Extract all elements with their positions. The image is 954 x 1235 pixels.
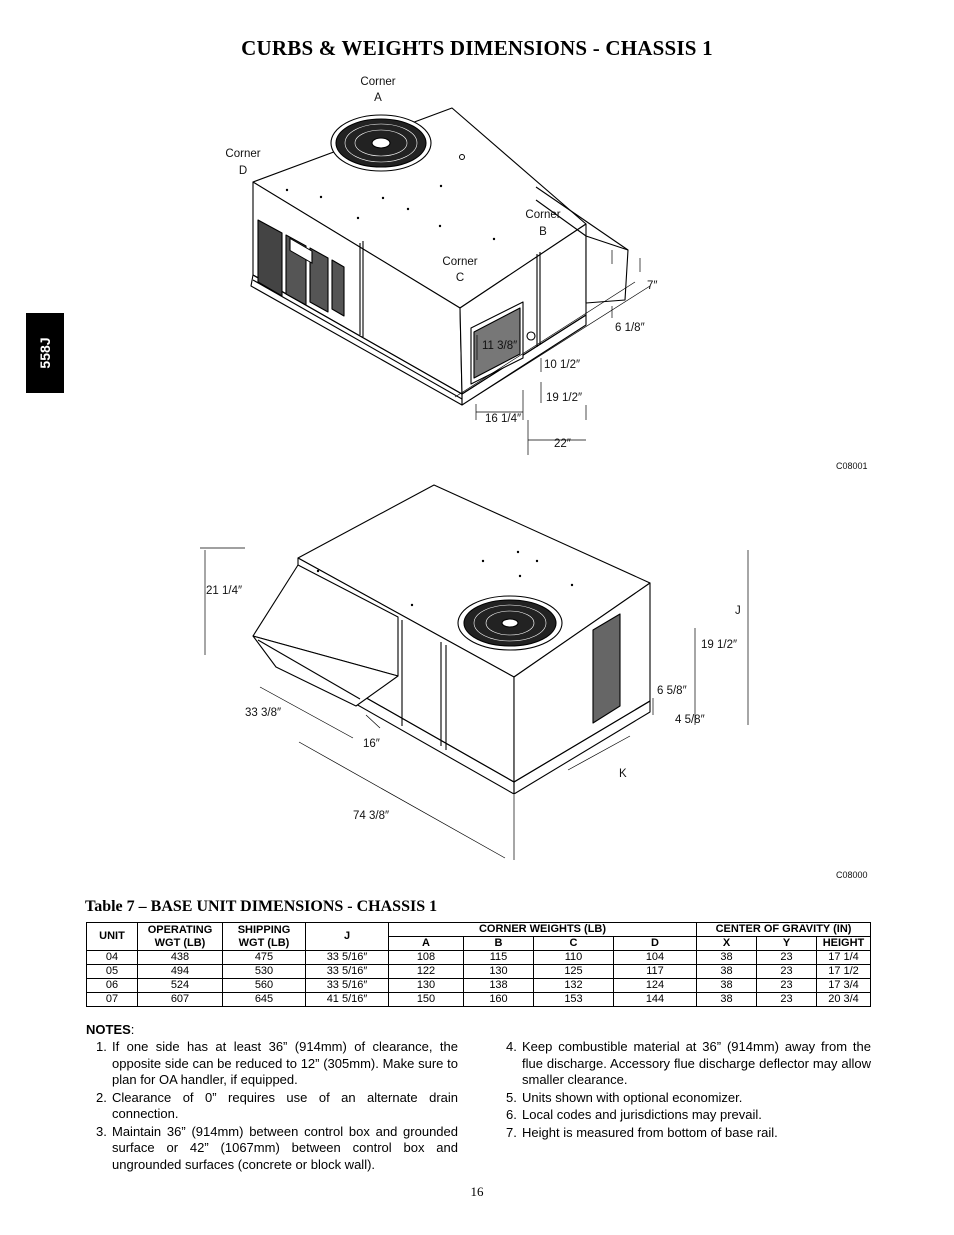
header-j: J bbox=[306, 923, 389, 951]
unit-drawing-side bbox=[0, 480, 954, 880]
header-x: X bbox=[697, 937, 757, 951]
table-row: 04 438 475 33 5/16″ 108 115 110 104 38 23 17 1/4 bbox=[87, 951, 871, 965]
dim-6-5-8: 6 5/8″ bbox=[657, 685, 687, 697]
corner-c-letter: C bbox=[455, 272, 465, 284]
dim-4-5-8: 4 5/8″ bbox=[675, 714, 705, 726]
header-c: C bbox=[534, 937, 614, 951]
header-unit: UNIT bbox=[87, 923, 138, 951]
header-y: Y bbox=[757, 937, 817, 951]
header-d: D bbox=[614, 937, 697, 951]
figure1-code: C08001 bbox=[836, 461, 868, 471]
header-corner-weights: CORNER WEIGHTS (LB) bbox=[389, 923, 697, 937]
notes-heading: NOTES: bbox=[86, 1022, 135, 1037]
dim-16-1-4: 16 1/4″ bbox=[485, 413, 522, 425]
notes-column-left bbox=[96, 1039, 458, 1174]
corner-b-label: Corner bbox=[525, 209, 561, 221]
corner-d-letter: D bbox=[238, 165, 248, 177]
dim-6-1-8: 6 1/8″ bbox=[615, 322, 645, 334]
note-item: 5. Units shown with optional economizer. bbox=[506, 1089, 743, 1105]
note-item: 2. Clearance of 0” requires use of an alternate drain connection. bbox=[96, 1089, 458, 1121]
dim-k: K bbox=[619, 768, 627, 780]
header-b: B bbox=[464, 937, 534, 951]
figure2-code: C08000 bbox=[836, 870, 868, 880]
dimensions-table bbox=[86, 922, 871, 1007]
page-number: 16 bbox=[470, 1184, 484, 1199]
side-tab-label: 558J bbox=[37, 337, 53, 369]
note-item: 4. Keep combustible material at 36” (914mm) away from the flue discharge. Accessory flue discharge deflector may allow smaller clearance. bbox=[506, 1039, 871, 1087]
table-row: 06 524 560 33 5/16″ 130 138 132 124 38 23 17 3/4 bbox=[87, 979, 871, 993]
notes-column-right bbox=[506, 1039, 871, 1142]
unit-drawing-top bbox=[0, 0, 954, 480]
dim-11-3-8: 11 3/8″ bbox=[482, 340, 518, 352]
corner-c-label: Corner bbox=[442, 256, 478, 268]
table-row: 07 607 645 41 5/16″ 150 160 153 144 38 23 20 3/4 bbox=[87, 993, 871, 1007]
header-operating: OPERATING WGT (LB) bbox=[138, 923, 223, 951]
note-item: 1. If one side has at least 36” (914mm) of clearance, the opposite side can be reduced to 12” (305mm). Make sure to plan for OA handler, if equipped. bbox=[96, 1039, 458, 1087]
dim-21-1-4: 21 1/4″ bbox=[206, 585, 243, 597]
note-item: 6. Local codes and jurisdictions may prevail. bbox=[506, 1107, 762, 1122]
header-center-of-gravity: CENTER OF GRAVITY (IN) bbox=[697, 923, 871, 937]
dim-22: 22″ bbox=[554, 438, 571, 450]
header-a: A bbox=[389, 937, 464, 951]
dim-j: J bbox=[735, 605, 741, 617]
dim-19-1-2: 19 1/2″ bbox=[546, 392, 583, 404]
dim-74-3-8: 74 3/8″ bbox=[353, 810, 390, 822]
dim-33-3-8: 33 3/8″ bbox=[245, 707, 282, 719]
corner-a-label: Corner bbox=[360, 76, 396, 88]
table-row: 05 494 530 33 5/16″ 122 130 125 117 38 23 17 1/2 bbox=[87, 965, 871, 979]
corner-d-label: Corner bbox=[225, 148, 261, 160]
corner-a-letter: A bbox=[374, 92, 382, 104]
header-shipping: SHIPPING WGT (LB) bbox=[223, 923, 306, 951]
dim-10-1-2: 10 1/2″ bbox=[544, 359, 581, 371]
dim-19-1-2-side: 19 1/2″ bbox=[701, 639, 738, 651]
header-height: HEIGHT bbox=[817, 937, 871, 951]
notes-section bbox=[86, 1022, 871, 1172]
note-item: 3. Maintain 36” (914mm) between control box and grounded surface or 42” (1067mm) between control box and ungrounded surfaces (concrete or block wall). bbox=[96, 1123, 458, 1172]
note-item: 7. Height is measured from bottom of base rail. bbox=[506, 1124, 778, 1140]
corner-b-letter: B bbox=[539, 226, 547, 238]
dim-16: 16″ bbox=[363, 738, 380, 750]
page-title: CURBS & WEIGHTS DIMENSIONS - CHASSIS 1 bbox=[241, 36, 713, 60]
dim-7: 7″ bbox=[647, 280, 658, 292]
table-title: Table 7 – BASE UNIT DIMENSIONS - CHASSIS 1 bbox=[85, 898, 438, 915]
